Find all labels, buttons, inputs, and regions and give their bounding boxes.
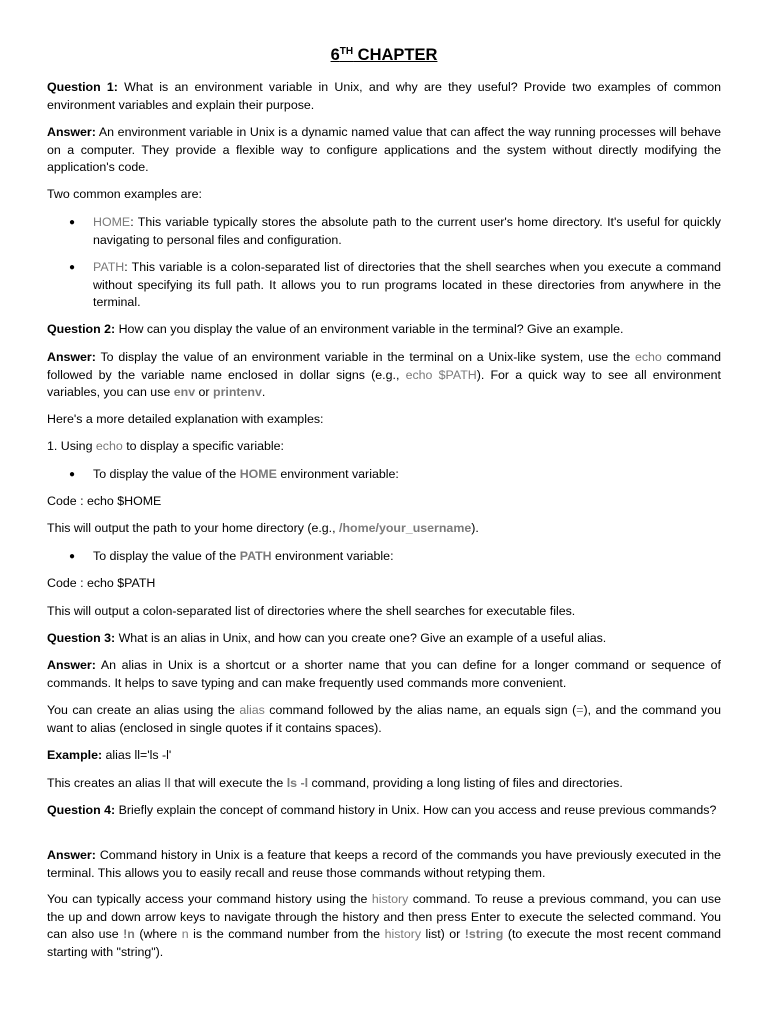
- using-echo-text: 1. Using echo to display a specific variable:: [47, 439, 284, 453]
- output-path-text: This will output a colon-separated list of directories where the shell searches for executable files.: [47, 604, 576, 618]
- list-item-path: ● PATH: This variable is a colon-separated list of directories that the shell searches when you execute a command without specifying its full path. It allows you to run programs located in these directories from anywhere in the terminal.: [69, 260, 721, 309]
- history-text: You can typically access your command history using the history command. To reuse a previous command, you can use the up and down arrow keys to navigate through the history and then press Enter to execute the selected command. You can also use !n (where n is the command number from the history list) or !string (to execute the most recent command starting with "string").: [47, 892, 721, 959]
- alias-creates-text: This creates an alias ll that will execute the ls -l command, providing a long listing of files and directories.: [47, 776, 623, 790]
- bullet-icon: ●: [69, 469, 76, 480]
- bullet-icon: ●: [69, 551, 76, 562]
- question-1: Question 1: What is an environment variable in Unix, and why are they useful? Provide two examples of common environment variables and explain their purpose.: [47, 80, 721, 112]
- answer-2: Answer: To display the value of an environment variable in the terminal on a Unix-like system, use the echo command followed by the variable name enclosed in dollar signs (e.g., echo $PATH). For a quick way to see all environment variables, you can use env or printenv.: [47, 350, 721, 399]
- answer-4: Answer: Command history in Unix is a feature that keeps a record of the commands you have previously executed in the terminal. This allows you to easily recall and reuse those commands without retyping them.: [47, 848, 721, 880]
- list-item-display-home: ● To display the value of the HOME environment variable:: [93, 466, 721, 484]
- alias-create-text: You can create an alias using the alias command followed by the alias name, an equals sign (=), and the command you want to alias (enclosed in single quotes if it contains spaces).: [47, 703, 721, 735]
- alias-example: Example: alias ll='ls -l': [47, 748, 172, 762]
- list-item-display-path: ● To display the value of the PATH environment variable:: [93, 548, 721, 566]
- answer-1: Answer: An environment variable in Unix is a dynamic named value that can affect the way running processes will behave on a computer. They provide a flexible way to configure applications and the system without directly modifying the application's code.: [47, 125, 721, 174]
- code-home: Code : echo $HOME: [47, 494, 162, 508]
- question-2: Question 2: How can you display the value of an environment variable in the terminal? Give an example.: [47, 322, 624, 336]
- output-home-text: This will output the path to your home directory (e.g., /home/your_username).: [47, 521, 479, 535]
- bullet-icon: ●: [69, 217, 76, 228]
- two-examples-text: Two common examples are:: [47, 187, 202, 201]
- question-4: Question 4: Briefly explain the concept of command history in Unix. How can you access and reuse previous commands?: [47, 803, 717, 817]
- question-3: Question 3: What is an alias in Unix, and how can you create one? Give an example of a useful alias.: [47, 631, 607, 645]
- code-path: Code : echo $PATH: [47, 576, 156, 590]
- detailed-explanation-text: Here's a more detailed explanation with examples:: [47, 412, 324, 426]
- list-item-home: ● HOME: This variable typically stores the absolute path to the current user's home directory. It's useful for quickly navigating to personal files and configuration.: [69, 215, 721, 247]
- bullet-icon: ●: [69, 262, 76, 273]
- chapter-title: 6TH CHAPTER: [330, 46, 438, 64]
- answer-3: Answer: An alias in Unix is a shortcut or a shorter name that you can define for a longer command or sequence of commands. It helps to save typing and can make frequently used commands more convenient.: [47, 658, 721, 690]
